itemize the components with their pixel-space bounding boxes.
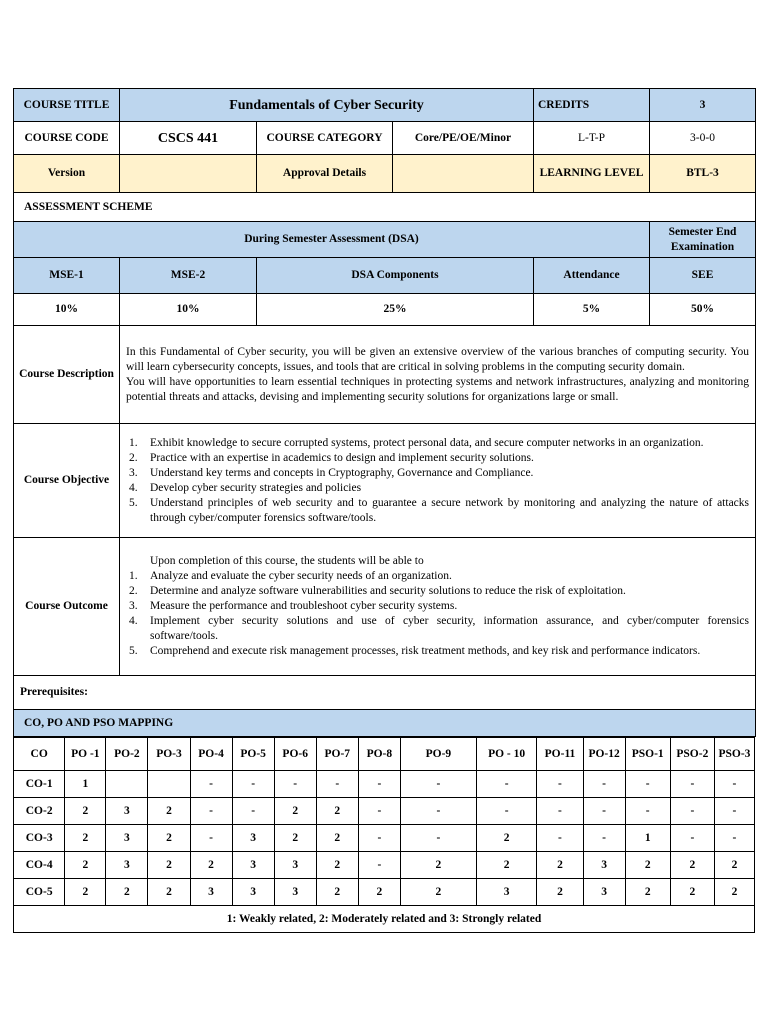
mapping-header-cell: PO-9 <box>400 738 476 771</box>
mapping-cell: - <box>358 852 400 879</box>
see-label: Semester End Examination <box>650 222 756 258</box>
list-item: 5. Comprehend and execute risk management processes, risk treatment methods, and key risk and performance indicators. <box>129 645 701 657</box>
course-code: CSCS 441 <box>120 122 257 155</box>
mapping-cell: 2 <box>106 879 148 906</box>
mapping-cell: - <box>400 798 476 825</box>
mapping-header-cell: PSO-1 <box>625 738 670 771</box>
mapping-cell: 2 <box>316 825 358 852</box>
mapping-cell: 2 <box>65 852 106 879</box>
mapping-cell: 3 <box>232 852 274 879</box>
mapping-cell: 2 <box>670 879 714 906</box>
credits-label: CREDITS <box>534 89 650 122</box>
mapping-cell: 2 <box>625 879 670 906</box>
mapping-cell: 2 <box>714 879 754 906</box>
mapping-cell: 3 <box>476 879 537 906</box>
course-code-label: COURSE CODE <box>14 122 120 155</box>
description-label: Course Description <box>14 326 120 424</box>
mapping-row-label: CO-2 <box>14 798 65 825</box>
assessment-val-attendance: 5% <box>534 294 650 326</box>
mapping-heading: CO, PO AND PSO MAPPING <box>14 710 756 737</box>
mapping-cell: - <box>476 771 537 798</box>
description-para-1: In this Fundamental of Cyber security, you will be given an extensive overview of the various branches of computing security. You will learn cybersecurity concepts, issues, and tools that are critical in solving problems in the computing security domain. <box>126 345 749 373</box>
mapping-header-cell: PO-2 <box>106 738 148 771</box>
mapping-cell: - <box>190 771 232 798</box>
mapping-cell: - <box>583 771 625 798</box>
mapping-cell: - <box>537 771 583 798</box>
mapping-cell: - <box>625 771 670 798</box>
mapping-table <box>13 737 755 933</box>
mapping-cell: 3 <box>232 879 274 906</box>
list-item: 5. Understand principles of web security and to guarantee a secure network by monitoring and analyzing the nature of attacks through cyber/computer forensics software/tools. <box>129 496 749 524</box>
objective-list <box>126 436 749 526</box>
list-item: 4. Develop cyber security strategies and policies <box>129 481 362 494</box>
outcome-label: Course Outcome <box>14 538 120 676</box>
mapping-cell: - <box>358 798 400 825</box>
mapping-cell: 2 <box>65 825 106 852</box>
table-row <box>14 852 755 879</box>
mapping-cell: 2 <box>537 852 583 879</box>
version-label: Version <box>14 155 120 193</box>
mapping-header-cell: PO-7 <box>316 738 358 771</box>
mapping-cell: - <box>476 798 537 825</box>
mapping-cell: - <box>400 771 476 798</box>
table-row <box>14 798 755 825</box>
mapping-header-cell: PO-5 <box>232 738 274 771</box>
mapping-cell: 3 <box>232 825 274 852</box>
mapping-cell: 1 <box>65 771 106 798</box>
mapping-cell: 2 <box>670 852 714 879</box>
mapping-cell: - <box>625 798 670 825</box>
mapping-cell: - <box>583 798 625 825</box>
description-text <box>120 326 756 424</box>
mapping-cell: 2 <box>65 798 106 825</box>
mapping-cell: - <box>670 798 714 825</box>
mapping-row-label: CO-5 <box>14 879 65 906</box>
course-title: Fundamentals of Cyber Security <box>120 89 534 122</box>
approval-label: Approval Details <box>257 155 393 193</box>
mapping-cell: - <box>190 798 232 825</box>
objective-list-cell <box>120 424 756 538</box>
mapping-cell: 2 <box>190 852 232 879</box>
list-item: 1. Exhibit knowledge to secure corrupted systems, protect personal data, and secure computer networks in an organization. <box>129 436 704 449</box>
assessment-val-mse1: 10% <box>14 294 120 326</box>
mapping-cell: 2 <box>316 879 358 906</box>
description-para-2: You will have opportunities to learn essential techniques in protecting systems and network infrastructures, analyzing and monitoring potential threats and attacks, devising and implementing security solutions for organizations large or small. <box>126 375 749 403</box>
mapping-cell: 2 <box>625 852 670 879</box>
mapping-header-cell: CO <box>14 738 65 771</box>
syllabus-page <box>13 88 755 933</box>
mapping-cell: 2 <box>316 852 358 879</box>
mapping-cell: - <box>358 771 400 798</box>
mapping-header-cell: PO-11 <box>537 738 583 771</box>
course-category-label: COURSE CATEGORY <box>257 122 393 155</box>
assessment-heading: ASSESSMENT SCHEME <box>14 193 756 222</box>
learning-level-value: BTL-3 <box>650 155 756 193</box>
mapping-cell: 1 <box>625 825 670 852</box>
mapping-cell: - <box>583 825 625 852</box>
mapping-cell: 2 <box>274 798 316 825</box>
mapping-cell: 3 <box>583 879 625 906</box>
mapping-cell: 3 <box>190 879 232 906</box>
course-category: Core/PE/OE/Minor <box>393 122 534 155</box>
mapping-cell: - <box>714 771 754 798</box>
table-row <box>14 879 755 906</box>
assessment-col-mse1: MSE-1 <box>14 258 120 294</box>
mapping-cell: - <box>400 825 476 852</box>
mapping-row-label: CO-1 <box>14 771 65 798</box>
assessment-val-mse2: 10% <box>120 294 257 326</box>
course-table <box>13 88 756 737</box>
mapping-header-cell: PO-3 <box>148 738 190 771</box>
mapping-cell: 2 <box>476 825 537 852</box>
credits-value: 3 <box>650 89 756 122</box>
mapping-header-cell: PSO-3 <box>714 738 754 771</box>
mapping-legend: 1: Weakly related, 2: Moderately related and 3: Strongly related <box>14 906 755 933</box>
mapping-header-cell: PO-4 <box>190 738 232 771</box>
mapping-cell: 2 <box>274 825 316 852</box>
assessment-col-attendance: Attendance <box>534 258 650 294</box>
mapping-header-cell: PO -1 <box>65 738 106 771</box>
outcome-list <box>126 569 749 659</box>
mapping-cell: 2 <box>148 879 190 906</box>
mapping-header-cell: PO - 10 <box>476 738 537 771</box>
course-title-label: COURSE TITLE <box>14 89 120 122</box>
mapping-cell: 3 <box>106 798 148 825</box>
assessment-val-see: 50% <box>650 294 756 326</box>
table-row <box>14 825 755 852</box>
mapping-cell: - <box>714 798 754 825</box>
mapping-row-label: CO-3 <box>14 825 65 852</box>
assessment-col-dsa: DSA Components <box>257 258 534 294</box>
ltp-value: 3-0-0 <box>650 122 756 155</box>
mapping-cell: 3 <box>583 852 625 879</box>
assessment-val-dsa: 25% <box>257 294 534 326</box>
list-item: 3. Measure the performance and troubleshoot cyber security systems. <box>129 600 458 612</box>
mapping-row-label: CO-4 <box>14 852 65 879</box>
mapping-cell: 2 <box>316 798 358 825</box>
mapping-cell: - <box>670 771 714 798</box>
outcome-intro: Upon completion of this course, the students will be able to <box>150 555 424 567</box>
approval-value <box>393 155 534 193</box>
objective-label: Course Objective <box>14 424 120 538</box>
mapping-cell <box>148 771 190 798</box>
mapping-cell: 2 <box>714 852 754 879</box>
mapping-header-cell: PSO-2 <box>670 738 714 771</box>
assessment-col-see: SEE <box>650 258 756 294</box>
mapping-header-cell: PO-8 <box>358 738 400 771</box>
ltp-label: L-T-P <box>534 122 650 155</box>
table-row <box>14 771 755 798</box>
mapping-cell: 2 <box>537 879 583 906</box>
list-item: 2. Practice with an expertise in academics to design and implement security solutions. <box>129 451 534 464</box>
mapping-cell: - <box>232 771 274 798</box>
outcome-list-cell <box>120 538 756 676</box>
learning-level-label: LEARNING LEVEL <box>534 155 650 193</box>
mapping-cell: 2 <box>400 852 476 879</box>
mapping-cell: 2 <box>358 879 400 906</box>
list-item: 4. Implement cyber security solutions and use of cyber security, information assurance, and cyber/computer forensics software/tools. <box>129 615 749 642</box>
mapping-cell: - <box>232 798 274 825</box>
mapping-cell: - <box>537 798 583 825</box>
mapping-cell: - <box>670 825 714 852</box>
assessment-col-mse2: MSE-2 <box>120 258 257 294</box>
mapping-cell: - <box>274 771 316 798</box>
prerequisites-label: Prerequisites: <box>14 676 756 710</box>
mapping-cell: 2 <box>148 798 190 825</box>
mapping-cell: 3 <box>274 879 316 906</box>
list-item: 2. Determine and analyze software vulnerabilities and security solutions to reduce the risk of exploitation. <box>129 585 626 597</box>
mapping-cell: 2 <box>476 852 537 879</box>
list-item: 3. Understand key terms and concepts in Cryptography, Governance and Compliance. <box>129 466 534 479</box>
mapping-cell: 3 <box>106 852 148 879</box>
version-value <box>120 155 257 193</box>
mapping-cell: 2 <box>65 879 106 906</box>
mapping-cell: 2 <box>148 852 190 879</box>
mapping-cell: - <box>358 825 400 852</box>
mapping-cell: 2 <box>148 825 190 852</box>
mapping-header-cell: PO-12 <box>583 738 625 771</box>
mapping-cell: - <box>316 771 358 798</box>
mapping-cell: - <box>190 825 232 852</box>
mapping-cell: - <box>714 825 754 852</box>
dsa-label: During Semester Assessment (DSA) <box>14 222 650 258</box>
mapping-cell: - <box>537 825 583 852</box>
mapping-cell <box>106 771 148 798</box>
mapping-cell: 3 <box>106 825 148 852</box>
mapping-cell: 2 <box>400 879 476 906</box>
mapping-cell: 3 <box>274 852 316 879</box>
mapping-header-cell: PO-6 <box>274 738 316 771</box>
list-item: 1. Analyze and evaluate the cyber security needs of an organization. <box>129 570 452 582</box>
